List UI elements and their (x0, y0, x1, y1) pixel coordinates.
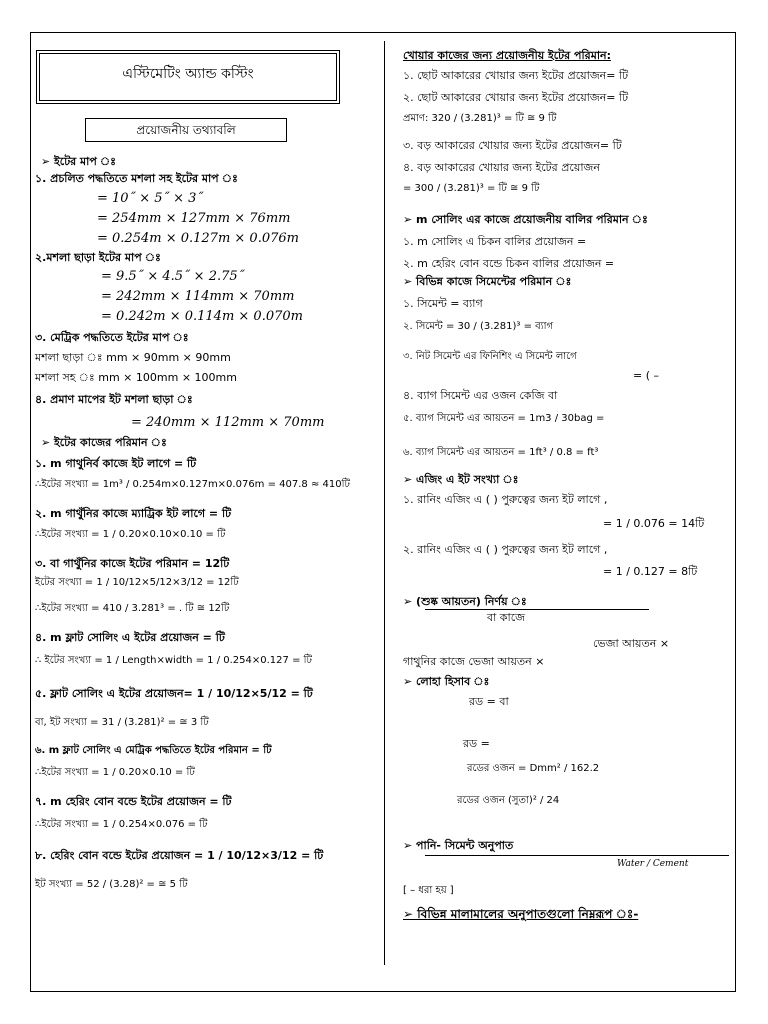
item-6: ৬. m ফ্লাট সোলিং এ মেট্রিক পদ্ধতিতে ইটের পরিমান = টি (35, 745, 272, 756)
item-8-calc: ইট সংখ্যা = 52 / (3.28)² = ≅ 5 টি (35, 879, 188, 890)
cement-heading: ➢ বিভিন্ন কাজে সিমেন্টের পরিমান ঃ (403, 275, 572, 288)
steel-weight-2: রডের ওজন (সুতা)² / 24 (457, 795, 560, 806)
title-box (36, 50, 340, 104)
khoa-2: ২. ছোট আকারের খোয়ার জন্য ইটের প্রয়োজন= টি (403, 91, 629, 104)
page-title: এস্টিমেটিং অ্যান্ড কস্টিং (39, 53, 337, 101)
item-4: ৪. m ফ্লাট সোলিং এ ইটের প্রয়োজন = টি (35, 631, 225, 644)
edging-1-calc: = 1 / 0.076 = 14টি (603, 517, 705, 530)
page-sheet (30, 32, 736, 992)
ratio-heading: ➢ বিভিন্ন মালামালের অনুপাতগুলো নিম্নরূপ ঃ- (403, 907, 639, 921)
cement-6: ৬. ব্যাগ সিমেন্ট এর আয়তন = 1ft³ / 0.8 = ft³ (403, 447, 599, 458)
standard-size: = 240mm × 112mm × 70mm (131, 415, 325, 430)
cement-3-cont: = ( – (633, 369, 660, 382)
edging-heading: ➢ এজিং এ ইট সংখ্যা ঃ (403, 473, 519, 486)
size-inch: = 10˝ × 5˝ × 3˝ (97, 191, 203, 206)
metric-with-mortar: মশলা সহ ঃ mm × 100mm × 100mm (35, 371, 237, 384)
item-5: ৫. ফ্লাট সোলিং এ ইটের প্রয়োজন= 1 / 10/12×5/12 = টি (35, 687, 313, 700)
dry-volume-3: গাথুনির কাজে ভেজা আয়তন × (403, 655, 545, 668)
steel-weight-1: রডের ওজন = Dmm² / 162.2 (467, 763, 600, 774)
metric-size-heading: ৩. মেট্রিক পদ্ধতিতে ইটের মাপ ঃ (35, 331, 189, 344)
water-cement-heading: ➢ পানি- সিমেন্ট অনুপাত (403, 839, 514, 852)
khoa-1: ১. ছোট আকারের খোয়ার জন্য ইটের প্রয়োজন= টি (403, 69, 629, 82)
dry-volume-2: ভেজা আয়তন × (593, 637, 670, 650)
water-cement-underline (425, 855, 729, 856)
item-8: ৮. হেরিং বোন বন্ডে ইটের প্রয়োজন = 1 / 10/12×3/12 = টি (35, 849, 324, 862)
steel-2: রড = (463, 737, 490, 750)
column-divider (384, 41, 385, 965)
item-3-calc: ইটের সংখ্যা = 1 / 10/12×5/12×3/12 = 12টি (35, 577, 239, 588)
steel-1: রড = বা (469, 695, 509, 708)
cement-5: ৫. ব্যাগ সিমেন্ট এর আয়তন = 1m3 / 30bag = (403, 413, 605, 424)
cement-1: ১. সিমেন্ট = ব্যাগ (403, 297, 483, 310)
item-7: ৭. m হেরিং বোন বন্ডে ইটের প্রয়োজন = টি (35, 795, 232, 808)
item-2: ২. m গাথুঁনির কাজে ম্যাট্রিক ইট লাগে = টি (35, 507, 232, 520)
item-4-calc: ∴ ইটের সংখ্যা = 1 / Length×width = 1 / 0.254×0.127 = টি (35, 655, 312, 666)
section-heading: প্রয়োজনীয় তথ্যাবলি (85, 118, 287, 142)
khoa-4-calc: = 300 / (3.281)³ = টি ≅ 9 টি (403, 183, 540, 194)
cement-3: ৩. নিট সিমেন্ট এর ফিনিশিং এ সিমেন্ট লাগে (403, 351, 577, 362)
item-3-calc-2: ∴ইটের সংখ্যা = 410 / 3.281³ = . টি ≅ 12টি (35, 603, 230, 614)
edging-2-calc: = 1 / 0.127 = 8টি (603, 565, 698, 578)
khoa-3: ৩. বড় আকারের খোয়ার জন্য ইটের প্রয়োজন= টি (403, 139, 622, 152)
cement-2: ২. সিমেন্ট = 30 / (3.281)³ = ব্যাগ (403, 321, 554, 332)
dry-volume-heading: ➢ (শুষ্ক আয়তন) নির্ণয় ঃ (403, 595, 527, 608)
khoa-4: ৪. বড় আকারের খোয়ার জন্য ইটের প্রয়োজন (403, 161, 600, 174)
khoa-proof: প্রমাণ: 320 / (3.281)³ = টি ≅ 9 টি (403, 113, 557, 124)
size-m: = 0.254m × 0.127m × 0.076m (97, 231, 299, 246)
without-mortar-heading: ২.মশলা ছাড়া ইটের মাপ ঃ (35, 251, 161, 264)
size-mm-2: = 242mm × 114mm × 70mm (101, 289, 295, 304)
item-1: ১. m গাথুনির্ব কাজে ইট লাগে = টি (35, 457, 197, 470)
dry-volume-1: বা কাজে (487, 611, 525, 624)
steel-heading: ➢ লোহা হিসাব ঃ (403, 675, 490, 688)
dry-volume-underline (425, 609, 649, 610)
water-cement-note: [ – ধরা হয় ] (403, 885, 454, 896)
brick-quantity-heading: ➢ ইটের কাজের পরিমান ঃ (41, 436, 167, 449)
item-3: ৩. বা গাথুঁনির কাজে ইটের পরিমান = 12টি (35, 557, 230, 570)
size-m-2: = 0.242m × 0.114m × 0.070m (101, 309, 303, 324)
sand-heading: ➢ m সোলিং এর কাজে প্রয়োজনীয় বালির পরিমান ঃ (403, 213, 648, 226)
khoa-heading: খোয়ার কাজের জন্য প্রয়োজনীয় ইটের পরিমান: (403, 49, 611, 62)
size-mm: = 254mm × 127mm × 76mm (97, 211, 291, 226)
sand-1: ১. m সোলিং এ চিকন বালির প্রয়োজন = (403, 235, 587, 248)
cement-4: ৪. ব্যাগ সিমেন্ট এর ওজন কেজি বা (403, 389, 558, 402)
item-1-calc: ∴ইটের সংখ্যা = 1m³ / 0.254m×0.127m×0.076m = 407.8 ≈ 410টি (35, 479, 350, 490)
sand-2: ২. m হেরিং বোন বন্ডে চিকন বালির প্রয়োজন = (403, 257, 615, 270)
edging-2: ২. রানিং এজিং এ ( ) পুরুত্বের জন্য ইট লাগে , (403, 543, 608, 556)
item-5-calc: বা, ইট সংখ্যা = 31 / (3.281)² = ≅ 3 টি (35, 717, 209, 728)
item-7-calc: ∴ইটের সংখ্যা = 1 / 0.254×0.076 = টি (35, 819, 208, 830)
metric-without-mortar: মশলা ছাড়া ঃ mm × 90mm × 90mm (35, 351, 231, 364)
item-6-calc: ∴ইটের সংখ্যা = 1 / 0.20×0.10 = টি (35, 767, 195, 778)
brick-size-heading: ➢ ইটের মাপ ঃ (41, 155, 117, 168)
conventional-size-heading: ১. প্রচলিত পদ্ধতিতে মশলা সহ ইটের মাপ ঃ (35, 172, 238, 185)
size-inch-2: = 9.5˝ × 4.5˝ × 2.75˝ (101, 269, 245, 284)
edging-1: ১. রানিং এজিং এ ( ) পুরুত্বের জন্য ইট লাগে , (403, 493, 608, 506)
standard-size-heading: ৪. প্রমাণ মাপের ইট মশলা ছাড়া ঃ (35, 393, 193, 406)
item-2-calc: ∴ইটের সংখ্যা = 1 / 0.20×0.10×0.10 = টি (35, 529, 226, 540)
water-cement-ratio: Water / Cement (617, 859, 689, 869)
